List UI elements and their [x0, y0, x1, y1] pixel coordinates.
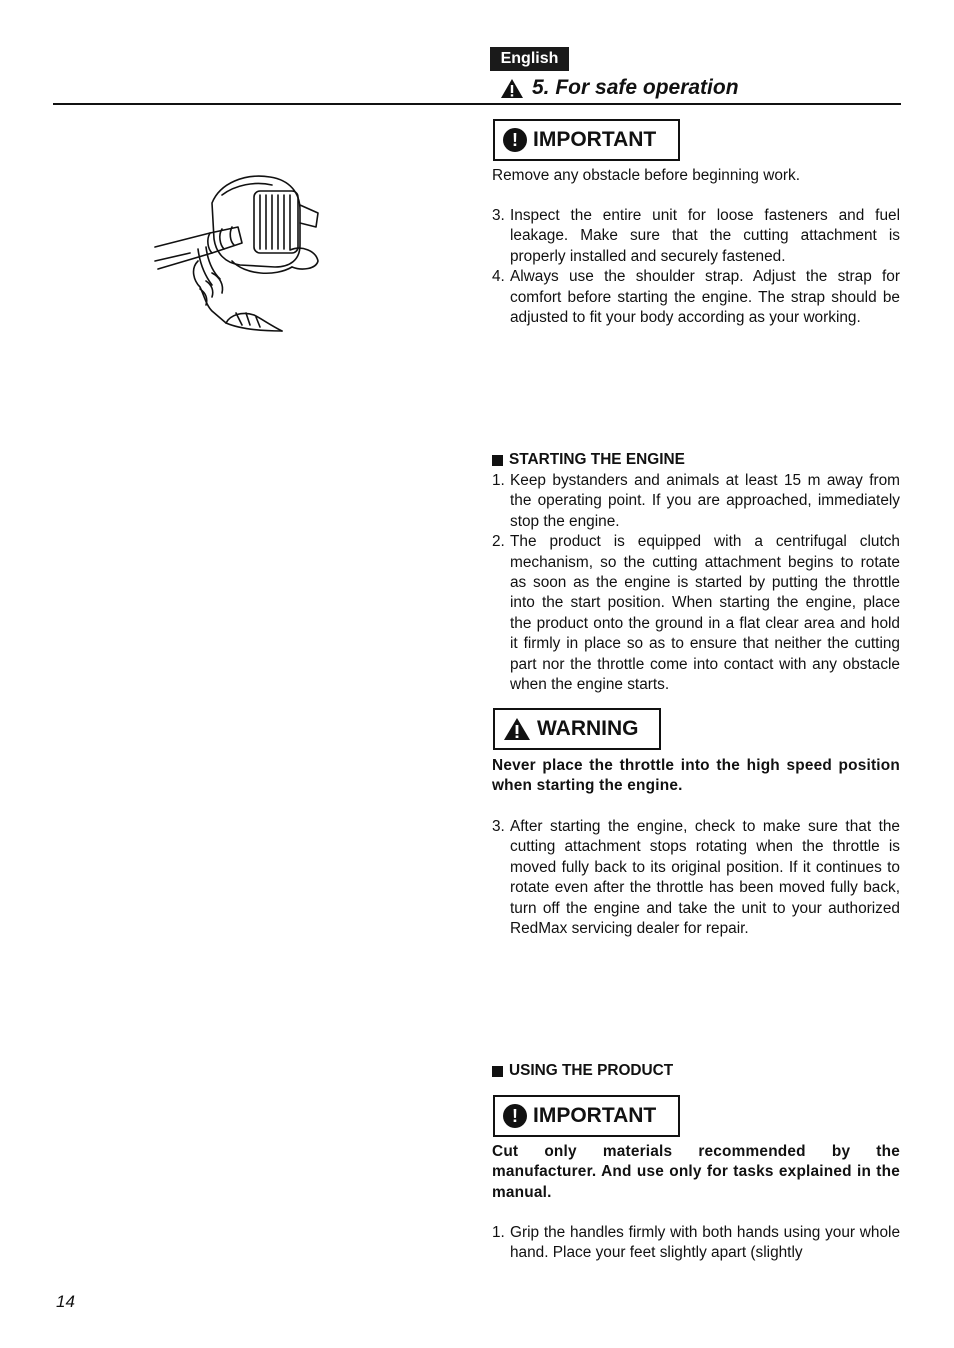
using-product-list [492, 1223, 900, 1264]
section-title [500, 76, 739, 100]
important-text: Cut only materials recommended by the manufacturer. And use only for tasks explained in the manual. [492, 1143, 900, 1201]
warning-triangle-icon [500, 78, 524, 99]
page-number: 14 [56, 1292, 75, 1311]
list-item: 3. Inspect the entire unit for loose fasteners and fuel leakage. Make sure that the cutting attachment is properly installed and securely fastened. [492, 207, 900, 265]
starting-engine-heading: STARTING THE ENGINE [492, 450, 900, 470]
warning-text: Never place the throttle into the high speed position when starting the engine. [492, 757, 900, 795]
starting-engine-list [492, 471, 900, 695]
important-notice-box [493, 1095, 680, 1137]
list-item: 1. Grip the handles firmly with both hands using your whole hand. Place your feet slightly apart (slightly [492, 1224, 900, 1262]
warning-label: WARNING [537, 717, 639, 740]
warning-notice-box [493, 708, 661, 750]
list-item: 3. After starting the engine, check to make sure that the cutting attachment stops rotating when the throttle is moved fully back to its original position. If it continues to rotate even after the throttle has been moved fully back, turn off the engine and take the unit to your authorized RedMax servicing dealer for repair. [492, 818, 900, 938]
using-product-heading: USING THE PRODUCT [492, 1061, 900, 1081]
throttle-grip-illustration [150, 165, 330, 335]
important-label: IMPORTANT [533, 1104, 657, 1127]
list-item: 4. Always use the shoulder strap. Adjust the strap for comfort before starting the engine. The strap should be adjusted to fit your body according as your working. [492, 268, 900, 327]
safety-list [492, 206, 900, 328]
important-label: IMPORTANT [533, 128, 657, 151]
warning-triangle-icon [503, 717, 531, 741]
list-item: 2. The product is equipped with a centrifugal clutch mechanism, so the cutting attachment begins to rotate as soon as the engine is started by putting the throttle into the start position. When starting the engine, place the product onto the ground in a flat clear area and hold it firmly in place so as to ensure that neither the cutting part nor the throttle come into contact with any obstacle when the engine starts. [492, 533, 900, 694]
square-bullet-icon [492, 455, 503, 466]
list-item: 1. Keep bystanders and animals at least 15 m away from the operating point. If you are approached, immediately stop the engine. [492, 472, 900, 530]
square-bullet-icon [492, 1066, 503, 1077]
header-divider [53, 103, 901, 105]
important-notice-box [493, 119, 680, 161]
exclamation-circle-icon: ! [503, 1104, 527, 1128]
after-start-list [492, 817, 900, 939]
language-tag: English [490, 47, 569, 71]
exclamation-circle-icon: ! [503, 128, 527, 152]
important-text: Remove any obstacle before beginning work. [492, 167, 800, 184]
section-title-text: 5. For safe operation [532, 76, 739, 99]
